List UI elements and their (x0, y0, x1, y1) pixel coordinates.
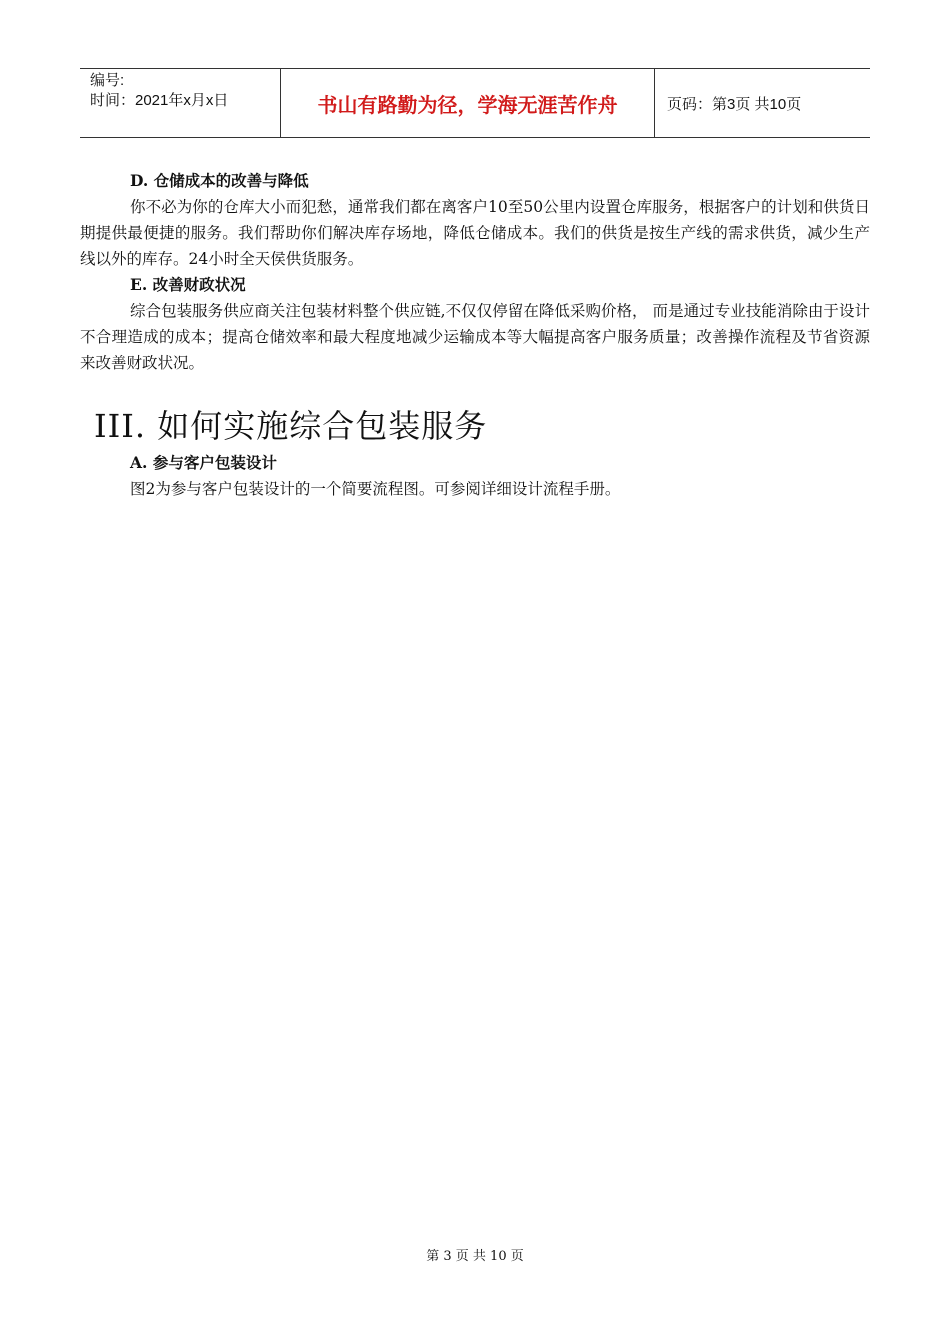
header-motto: 书山有路勤为径，学海无涯苦作舟 (281, 69, 655, 137)
page-header (80, 68, 870, 138)
section-d-heading: D. 仓储成本的改善与降低 (130, 171, 309, 190)
document-body (80, 168, 870, 502)
header-page-number: 页码：第3页 共10页 (667, 95, 802, 113)
page-footer: 第 3 页 共 10 页 (426, 1249, 524, 1264)
section-d-paragraph: 你不必为你的仓库大小而犯愁，通常我们都在离客户10至50公里内设置仓库服务，根据客户的计划和供货日期提供最便捷的服务。我们帮助你们解决库存场地，降低仓储成本。我们的供货是按生产线的需求供货，减少生产线以外的库存。24小时全天侯供货服务。 (80, 198, 870, 268)
document-number-label: 编号: (90, 72, 125, 89)
section-a-heading: A. 参与客户包装设计 (130, 453, 277, 472)
header-meta (80, 69, 281, 137)
section-e-heading: E. 改善财政状况 (130, 275, 246, 294)
document-time-label: 时间：2021年x月x日 (90, 92, 229, 109)
main-section-title: III. 如何实施综合包装服务 (94, 407, 488, 445)
section-a-paragraph: 图2为参与客户包装设计的一个简要流程图。可参阅详细设计流程手册。 (130, 480, 621, 498)
section-e-paragraph: 综合包装服务供应商关注包装材料整个供应链,不仅仅停留在降低采购价格， 而是通过专业技能消除由于设计不合理造成的成本；提高仓储效率和最大程度地减少运输成本等大幅提高客户服务质量；改善操作流程及节省资源来改善财政状况。 (80, 302, 870, 372)
